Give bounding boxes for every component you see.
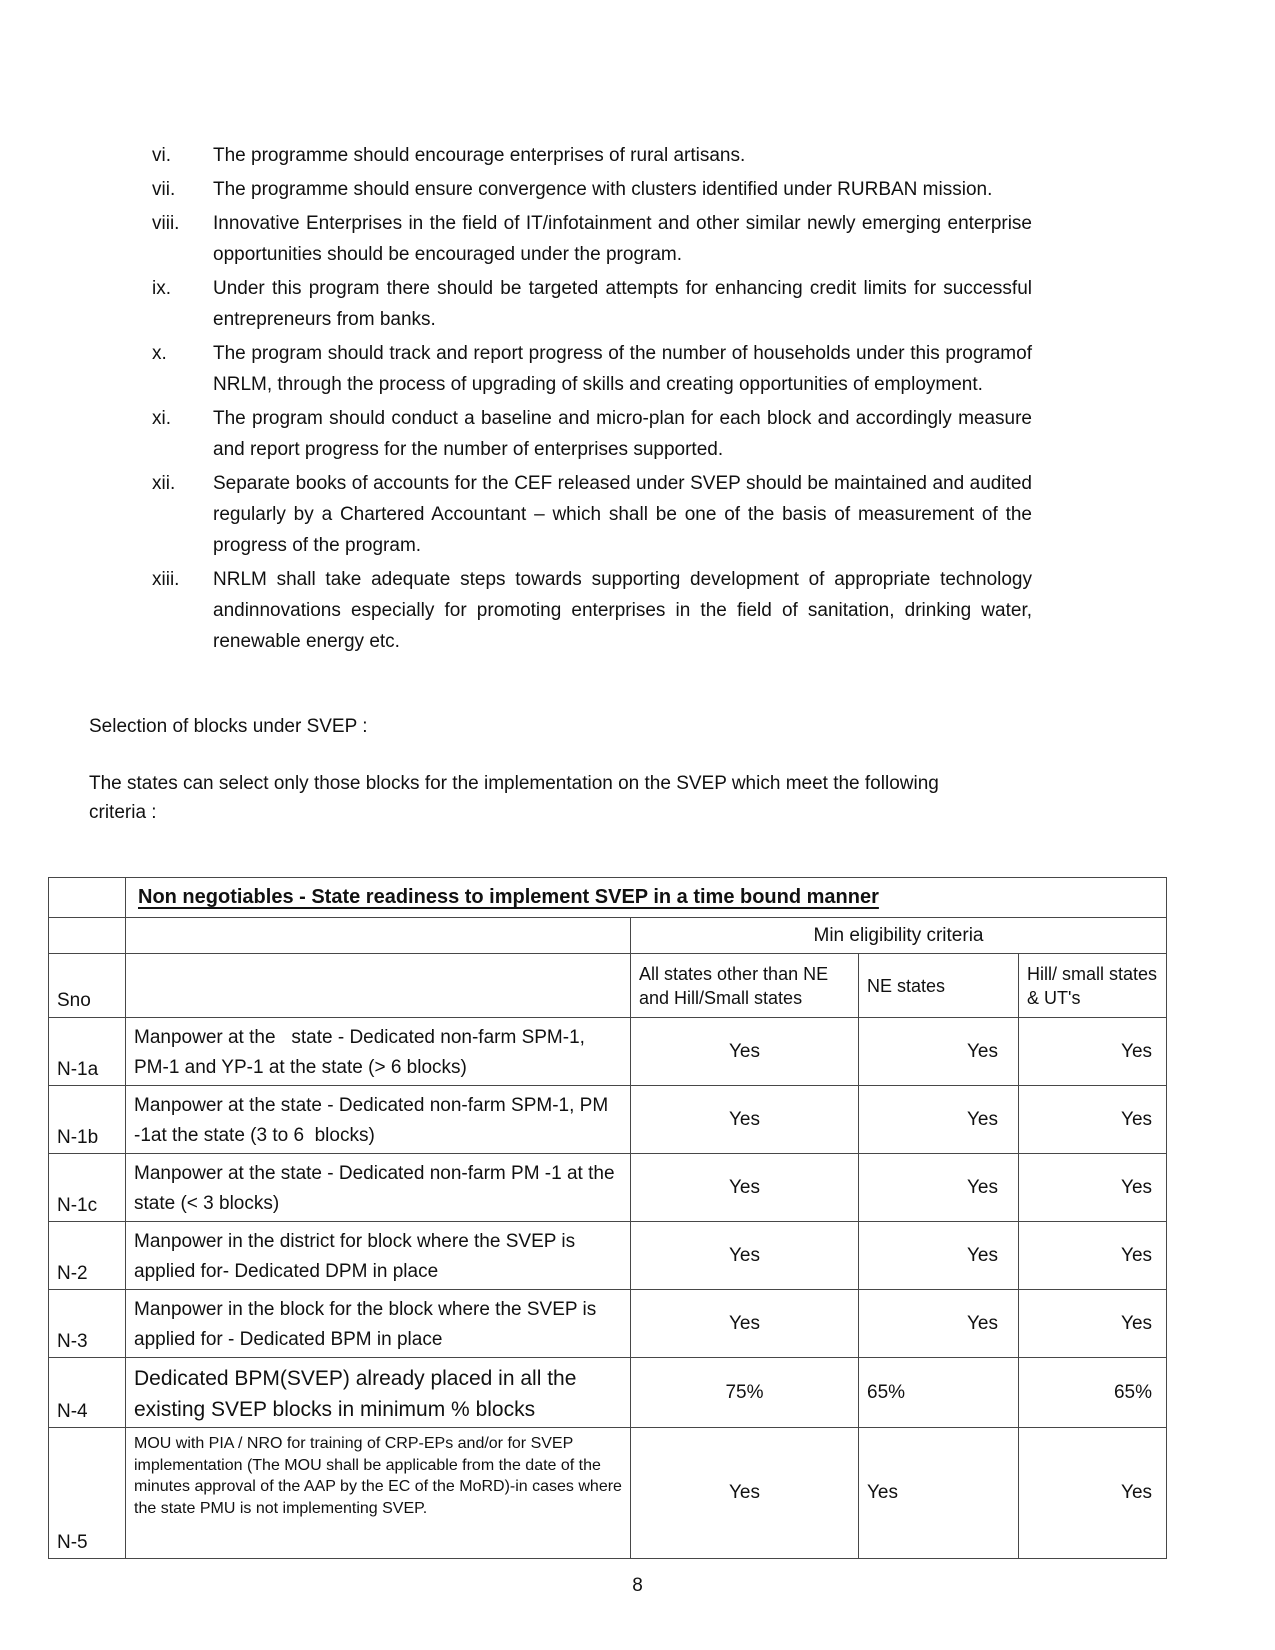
row-criteria: Manpower at the state - Dedicated non-farm PM -1 at the state (< 3 blocks) [126, 1154, 631, 1222]
empty-cell [49, 878, 126, 918]
table-row [49, 1290, 1167, 1358]
row-value-hill-states: Yes [1019, 1086, 1167, 1154]
row-sno: N-1b [49, 1086, 126, 1154]
table-row [49, 1358, 1167, 1428]
empty-cell [49, 918, 126, 954]
row-criteria: Manpower in the block for the block where the SVEP is applied for - Dedicated BPM in place [126, 1290, 631, 1358]
column-header-all-states: All states other than NE and Hill/Small states [631, 954, 859, 1018]
row-value-all-states: Yes [631, 1086, 859, 1154]
min-eligibility-header: Min eligibility criteria [631, 918, 1167, 954]
list-item [152, 174, 1032, 205]
row-criteria: Manpower in the district for block where the SVEP is applied for- Dedicated DPM in place [126, 1222, 631, 1290]
row-value-hill-states: Yes [1019, 1018, 1167, 1086]
list-item-text: The program should track and report progress of the number of households under this programof NRLM, through the process of upgrading of skills and creating opportunities of employment. [213, 343, 1032, 395]
row-sno: N-1c [49, 1154, 126, 1222]
list-item-marker: xii. [152, 473, 176, 494]
roman-numeral-list [152, 140, 1032, 657]
column-header-ne-states: NE states [859, 954, 1019, 1018]
row-criteria: MOU with PIA / NRO for training of CRP-EPs and/or for SVEP implementation (The MOU shall be applicable from the date of the minutes approval of the AAP by the EC of the MoRD)-in cases where the state PMU is not implementing SVEP. [126, 1428, 631, 1559]
row-value-all-states: Yes [631, 1222, 859, 1290]
table-row [49, 1018, 1167, 1086]
table-title: Non negotiables - State readiness to implement SVEP in a time bound manner [138, 886, 879, 908]
row-value-hill-states: 65% [1019, 1358, 1167, 1428]
row-sno: N-1a [49, 1018, 126, 1086]
row-value-hill-states: Yes [1019, 1154, 1167, 1222]
list-item-marker: vi. [152, 145, 171, 166]
row-value-all-states: 75% [631, 1358, 859, 1428]
row-value-all-states: Yes [631, 1154, 859, 1222]
list-item-text: The programme should ensure convergence with clusters identified under RURBAN mission. [213, 179, 993, 200]
list-item [152, 338, 1032, 400]
row-criteria: Dedicated BPM(SVEP) already placed in all the existing SVEP blocks in minimum % blocks [126, 1358, 631, 1428]
non-negotiables-table [48, 877, 1167, 1559]
criteria-intro-paragraph: The states can select only those blocks for the implementation on the SVEP which meet the following criteria : [89, 773, 939, 823]
table-row [49, 1222, 1167, 1290]
list-item-marker: viii. [152, 213, 180, 234]
list-item [152, 468, 1032, 561]
row-value-hill-states: Yes [1019, 1428, 1167, 1559]
min-eligibility-row [49, 918, 1167, 954]
list-item-marker: x. [152, 343, 167, 364]
column-header-hill-states: Hill/ small states & UT's [1019, 954, 1167, 1018]
table-row [49, 1086, 1167, 1154]
table-row [49, 1154, 1167, 1222]
row-value-ne-states: 65% [859, 1358, 1019, 1428]
list-item-marker: vii. [152, 179, 176, 200]
empty-cell [126, 918, 631, 954]
row-value-ne-states: Yes [859, 1154, 1019, 1222]
row-sno: N-4 [49, 1358, 126, 1428]
row-value-ne-states: Yes [859, 1290, 1019, 1358]
list-item-text: The program should conduct a baseline and micro-plan for each block and accordingly measure and report progress for the number of enterprises supported. [213, 408, 1032, 460]
selection-heading: Selection of blocks under SVEP : [89, 716, 368, 737]
list-item [152, 208, 1032, 270]
row-sno: N-3 [49, 1290, 126, 1358]
table-row [49, 1428, 1167, 1559]
list-item-marker: ix. [152, 278, 171, 299]
list-item [152, 140, 1032, 171]
row-value-ne-states: Yes [859, 1086, 1019, 1154]
list-item [152, 564, 1032, 657]
page-number: 8 [632, 1575, 643, 1596]
row-sno: N-5 [49, 1428, 126, 1559]
list-item-text: The programme should encourage enterprises of rural artisans. [213, 145, 746, 166]
list-item [152, 403, 1032, 465]
column-header-row [49, 954, 1167, 1018]
row-sno: N-2 [49, 1222, 126, 1290]
list-item-marker: xiii. [152, 569, 180, 590]
row-value-all-states: Yes [631, 1428, 859, 1559]
empty-cell [126, 954, 631, 1018]
table-title-row [49, 878, 1167, 918]
list-item-text: Innovative Enterprises in the field of IT/infotainment and other similar newly emerging enterprise opportunities should be encouraged under the program. [213, 213, 1032, 265]
row-criteria: Manpower at the state - Dedicated non-farm SPM-1, PM -1at the state (3 to 6 blocks) [126, 1086, 631, 1154]
row-value-ne-states: Yes [859, 1222, 1019, 1290]
row-value-all-states: Yes [631, 1018, 859, 1086]
sno-column-header: Sno [49, 954, 126, 1018]
row-criteria: Manpower at the state - Dedicated non-farm SPM-1, PM-1 and YP-1 at the state (> 6 blocks) [126, 1018, 631, 1086]
row-value-hill-states: Yes [1019, 1290, 1167, 1358]
row-value-ne-states: Yes [859, 1428, 1019, 1559]
table-title-cell [126, 878, 1167, 918]
list-item [152, 273, 1032, 335]
row-value-hill-states: Yes [1019, 1222, 1167, 1290]
list-item-text: NRLM shall take adequate steps towards supporting development of appropriate technology andinnovations especially for promoting enterprises in the field of sanitation, drinking water, renewable energy etc. [213, 569, 1032, 652]
list-item-marker: xi. [152, 408, 171, 429]
list-item-text: Under this program there should be targeted attempts for enhancing credit limits for successful entrepreneurs from banks. [213, 278, 1032, 330]
row-value-all-states: Yes [631, 1290, 859, 1358]
row-value-ne-states: Yes [859, 1018, 1019, 1086]
list-item-text: Separate books of accounts for the CEF released under SVEP should be maintained and audited regularly by a Chartered Accountant – which shall be one of the basis of measurement of the progress of the program. [213, 473, 1032, 556]
